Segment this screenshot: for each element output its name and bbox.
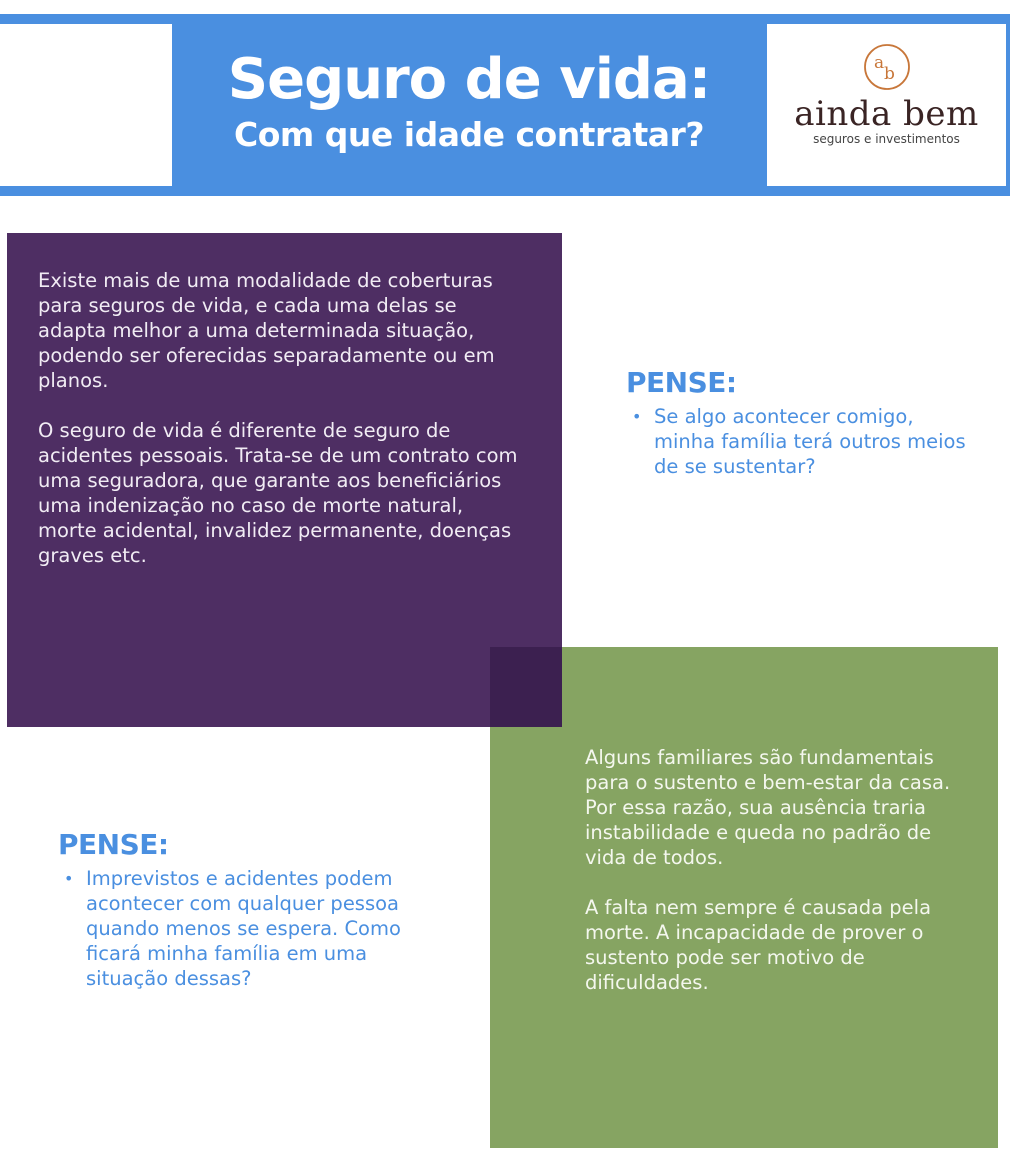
page-title: Seguro de vida: (227, 47, 711, 112)
panel-overlap-square (490, 647, 562, 727)
list-item (58, 866, 428, 991)
bullet-icon: • (632, 407, 642, 426)
paragraph: A falta nem sempre é causada pela morte. A incapacidade de prover o sustento pode ser motivo de dificuldades. (585, 896, 932, 994)
list-item-text: Imprevistos e acidentes podem acontecer com qualquer pessoa quando menos se espera. Como ficará minha família em uma situação dessas? (86, 867, 401, 990)
pense-heading: PENSE: (626, 366, 737, 399)
header-title-block (172, 24, 766, 186)
page-subtitle: Com que idade contratar? (234, 115, 704, 154)
list-item (626, 404, 976, 479)
header-blank-panel (0, 24, 172, 186)
pense-list (626, 404, 976, 479)
svg-text:a: a (873, 53, 884, 73)
bullet-icon: • (64, 869, 74, 888)
green-panel-text (585, 745, 965, 1020)
brand-logo (767, 24, 1006, 186)
pense-box-right (626, 366, 976, 479)
brand-name: ainda bem (794, 94, 979, 134)
ab-monogram-circle-icon (862, 42, 912, 92)
paragraph: O seguro de vida é diferente de seguro de acidentes pessoais. Trata-se de um contrato com uma seguradora, que garante aos beneficiários uma indenização no caso de morte natural, morte acidental, invalidez permanente, doenças graves etc. (38, 419, 518, 567)
pense-heading: PENSE: (58, 828, 169, 861)
brand-tagline: seguros e investimentos (813, 132, 960, 146)
purple-panel-text (38, 268, 518, 593)
paragraph: Alguns familiares são fundamentais para o sustento e bem-estar da casa. Por essa razão, sua ausência traria instabilidade e queda no padrão de vida de todos. (585, 746, 951, 869)
pense-box-left (58, 828, 428, 991)
list-item-text: Se algo acontecer comigo, minha família terá outros meios de se sustentar? (654, 405, 966, 478)
paragraph: Existe mais de uma modalidade de coberturas para seguros de vida, e cada uma delas se adapta melhor a uma determinada situação, podendo ser oferecidas separadamente ou em planos. (38, 269, 495, 392)
pense-list (58, 866, 428, 991)
svg-text:b: b (883, 64, 895, 84)
